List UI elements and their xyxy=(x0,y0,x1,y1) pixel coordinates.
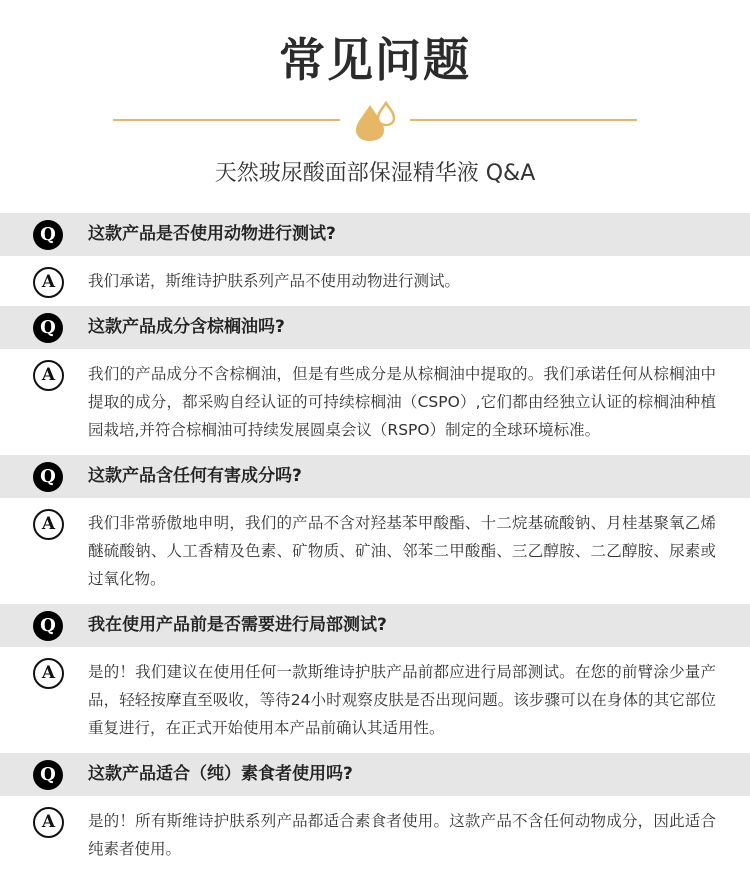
qa-list xyxy=(0,213,750,874)
question-text: 这款产品适合（纯）素食者使用吗? xyxy=(88,764,353,784)
question-text: 这款产品成分含棕榈油吗? xyxy=(88,317,285,337)
water-drops-icon xyxy=(352,99,398,143)
question-badge: Q xyxy=(33,611,63,641)
answer-text: 我们承诺，斯维诗护肤系列产品不使用动物进行测试。 xyxy=(88,272,461,290)
answer-row xyxy=(0,349,750,455)
answer-badge: A xyxy=(33,509,64,540)
qa-item xyxy=(0,455,750,604)
qa-item xyxy=(0,213,750,306)
question-row xyxy=(0,306,750,349)
answer-badge: A xyxy=(33,360,64,391)
answer-row xyxy=(0,498,750,604)
answer-row xyxy=(0,256,750,306)
answer-text: 我们的产品成分不含棕榈油，但是有些成分是从棕榈油中提取的。我们承诺任何从棕榈油中提取的成分，都采购自经认证的可持续棕榈油（CSPO）,它们都由经独立认证的棕榈油种植园栽培,并符合棕榈油可持续发展圆桌会议（RSPO）制定的全球环境标准。 xyxy=(88,365,716,439)
answer-text: 我们非常骄傲地申明，我们的产品不含对羟基苯甲酸酯、十二烷基硫酸钠、月桂基聚氧乙烯醚硫酸钠、人工香精及色素、矿物质、矿油、邻苯二甲酸酯、三乙醇胺、二乙醇胺、尿素或过氧化物。 xyxy=(88,514,716,588)
question-row xyxy=(0,604,750,647)
page-subtitle: 天然玻尿酸面部保湿精华液 Q&A xyxy=(214,161,536,186)
divider-right xyxy=(410,119,637,121)
divider-left xyxy=(113,119,340,121)
answer-text: 是的！我们建议在使用任何一款斯维诗护肤产品前都应进行局部测试。在您的前臂涂少量产品，轻轻按摩直至吸收，等待24小时观察皮肤是否出现问题。该步骤可以在身体的其它部位重复进行，在正式开始使用本产品前确认其适用性。 xyxy=(88,663,716,737)
question-row xyxy=(0,213,750,256)
answer-row xyxy=(0,796,750,874)
question-badge: Q xyxy=(33,760,63,790)
qa-item xyxy=(0,753,750,874)
question-row xyxy=(0,455,750,498)
answer-badge: A xyxy=(33,807,64,838)
qa-item xyxy=(0,604,750,753)
question-badge: Q xyxy=(33,220,63,250)
question-row xyxy=(0,753,750,796)
answer-text: 是的！所有斯维诗护肤系列产品都适合素食者使用。这款产品不含任何动物成分，因此适合纯素者使用。 xyxy=(88,812,716,858)
answer-badge: A xyxy=(33,658,64,689)
answer-badge: A xyxy=(33,267,64,298)
page-title: 常见问题 xyxy=(279,33,471,87)
question-text: 这款产品含任何有害成分吗? xyxy=(88,466,302,486)
question-badge: Q xyxy=(33,313,63,343)
question-text: 我在使用产品前是否需要进行局部测试? xyxy=(88,615,387,635)
qa-item xyxy=(0,306,750,455)
question-text: 这款产品是否使用动物进行测试? xyxy=(88,224,336,244)
answer-row xyxy=(0,647,750,753)
question-badge: Q xyxy=(33,462,63,492)
